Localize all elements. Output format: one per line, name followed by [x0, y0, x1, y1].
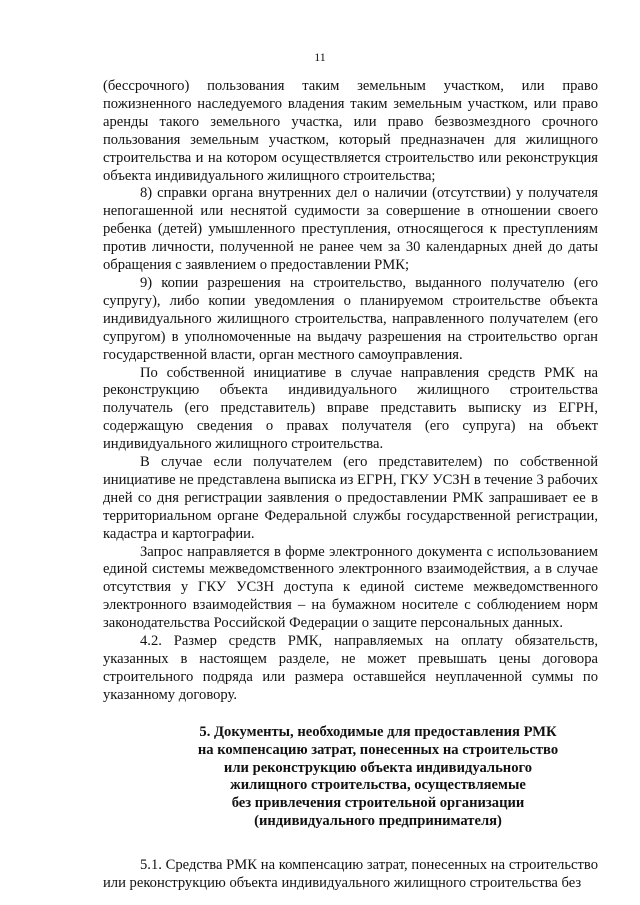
page-number: 11	[314, 50, 326, 64]
section-5-heading	[103, 724, 598, 831]
paragraph-own-initiative: По собственной инициативе в случае направления средств РМК на реконструкцию объекта индивидуального жилищного строительства получатель (его представитель) вправе представить выписку из ЕГРН, содержащую сведения о правах получателя (его супруга) на объект индивидуального жилищного строительства.	[103, 364, 598, 453]
paragraph-egrn-request: В случае если получателем (его представителем) по собственной инициативе не представлена выписка из ЕГРН, ГКУ УСЗН в течение 3 рабочих дней со дня регистрации заявления о предоставлении РМК запрашивает ее в территориальном органе Федеральной службы государственной регистрации, кадастра и картографии.	[103, 454, 598, 542]
paragraph-item-8: 8) справки органа внутренних дел о наличии (отсутствии) у получателя непогашенной или неснятой судимости за совершение в отношении своего ребенка (детей) умышленного преступления, относящегося к преступлениям против личности, полученной не ранее чем за 30 календарных дней до даты обращения с заявлением о предоставлении РМК;	[103, 185, 598, 274]
heading-line: 5. Документы, необходимые для предоставления РМК	[199, 723, 557, 740]
heading-line: без привлечения строительной организации	[231, 795, 525, 812]
paragraph-ownership-rights: (бессрочного) пользования таким земельным участком, или право пожизненного наследуемого владения таким земельным участком, или право аренды такого земельного участка, или право безвозмездного срочного пользования земельным участком, который предназначен для жилищного строительства и на котором осуществляется строительство или реконструкция объекта индивидуального жилищного строительства;	[103, 78, 598, 184]
paragraph-4-2: 4.2. Размер средств РМК, направляемых на оплату обязательств, указанных в настоящем разделе, не может превышать цены договора строительного подряда или размера оставшейся неуплаченной суммы по указанному договору.	[103, 633, 598, 703]
document-body	[103, 78, 598, 893]
heading-line: или реконструкцию объекта индивидуального	[223, 759, 533, 776]
paragraph-5-1: 5.1. Средства РМК на компенсацию затрат, понесенных на строительство или реконструкцию объекта индивидуального жилищного строительства без	[103, 857, 598, 892]
heading-line: (индивидуального предпринимателя)	[254, 813, 502, 830]
paragraph-item-9: 9) копии разрешения на строительство, выданного получателю (его супругу), либо копии уведомления о планируемом строительстве объекта индивидуального жилищного строительства, направленного получателем (его супругом) в уполномоченные на выдачу разрешения на строительство орган государственной власти, орган местного самоуправления.	[103, 274, 598, 363]
paragraph-electronic-request: Запрос направляется в форме электронного документа с использованием единой системы межведомственного электронного взаимодействия, а в случае отсутствия у ГКУ УСЗН доступа к единой системе межведомственного электронного взаимодействия – на бумажном носителе с соблюдением норм законодательства Российской Федерации о защите персональных данных.	[103, 543, 598, 632]
heading-line: жилищного строительства, осуществляемые	[230, 777, 526, 794]
heading-line: на компенсацию затрат, понесенных на строительство	[197, 741, 559, 758]
